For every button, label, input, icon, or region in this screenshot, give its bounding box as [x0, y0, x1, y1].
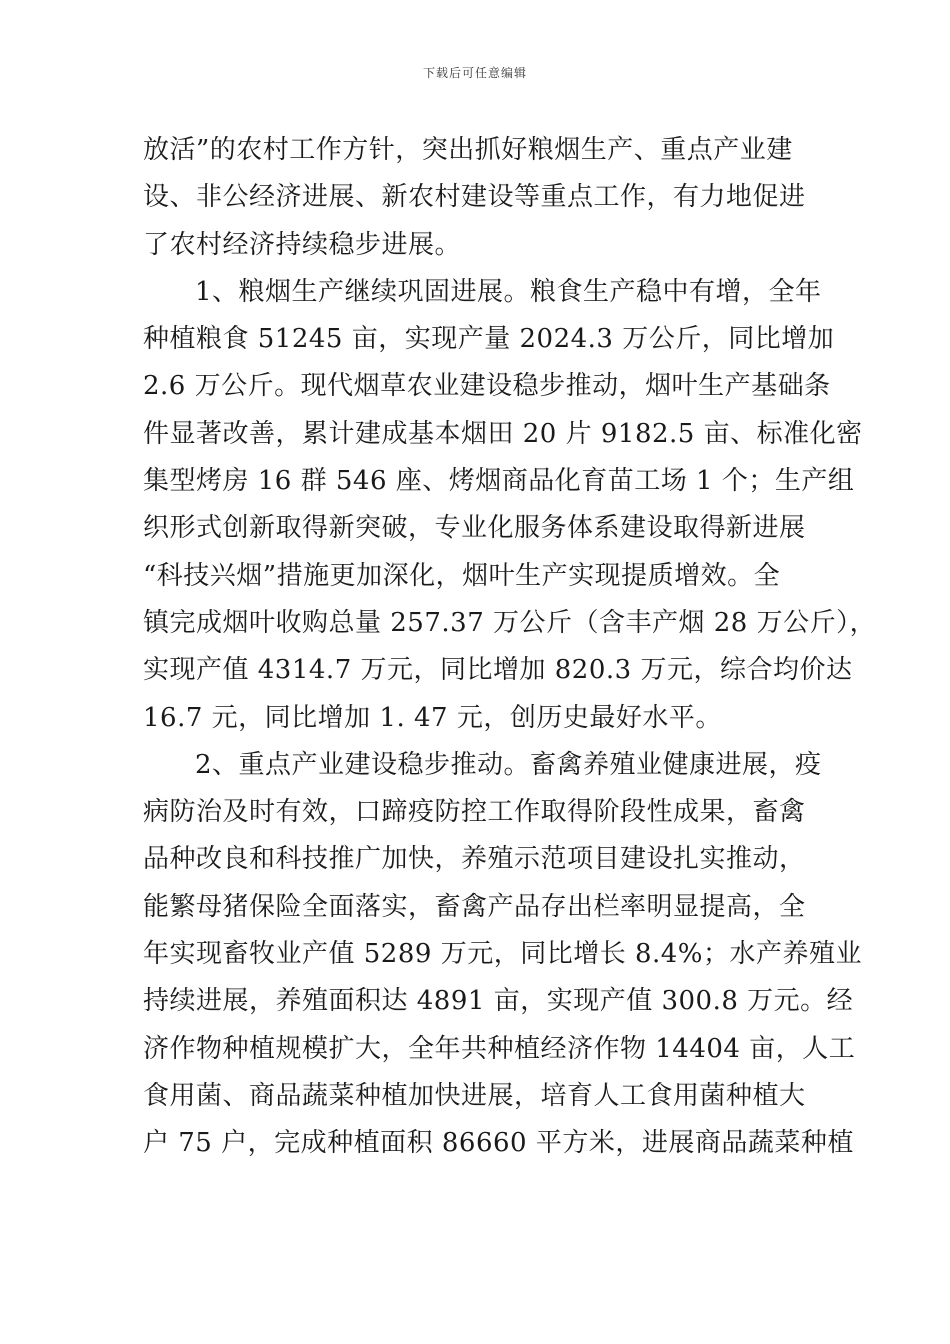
- text-line: 放活”的农村工作方针，突出抓好粮烟生产、重点产业建: [143, 135, 793, 165]
- text-line: 件显著改善，累计建成基本烟田 20 片 9182.5 亩、标准化密: [143, 418, 863, 449]
- text-line: “科技兴烟”措施更加深化，烟叶生产实现提质增效。全: [143, 560, 781, 591]
- text-line: 持续进展，养殖面积达 4891 亩，实现产值 300.8 万元。经: [143, 986, 854, 1017]
- text-line: 病防治及时有效，口蹄疫防控工作取得阶段性成果，畜禽: [143, 797, 806, 828]
- text-line: 集型烤房 16 群 546 座、烤烟商品化育苗工场 1 个；生产组: [143, 466, 855, 497]
- text-line: 品种改良和科技推广加快，养殖示范项目建设扎实推动，: [143, 844, 806, 875]
- text-line: 能繁母猪保险全面落实，畜禽产品存出栏率明显提高，全: [143, 891, 806, 922]
- text-line: 织形式创新取得新突破，专业化服务体系建设取得新进展: [143, 513, 806, 544]
- text-line: 年实现畜牧业产值 5289 万元，同比增长 8.4%；水产养殖业: [143, 939, 863, 970]
- text-line: 实现产值 4314.7 万元，同比增加 820.3 万元，综合均价达: [143, 655, 853, 686]
- text-line: 济作物种植规模扩大，全年共种植经济作物 14404 亩，人工: [143, 1033, 856, 1064]
- paragraph-first-line: 1、粮烟生产继续巩固进展。粮食生产稳中有增，全年: [195, 276, 822, 307]
- text-line: 食用菌、商品蔬菜种植加快进展，培育人工食用菌种植大: [143, 1080, 806, 1111]
- text-line: 种植粮食 51245 亩，实现产量 2024.3 万公斤，同比增加: [143, 324, 835, 355]
- paragraph-first-line: 2、重点产业建设稳步推动。畜禽养殖业健康进展，疫: [195, 749, 822, 780]
- text-line: 镇完成烟叶收购总量 257.37 万公斤（含丰产烟 28 万公斤），: [143, 607, 877, 638]
- text-line: 户 75 户，完成种植面积 86660 平方米，进展商品蔬菜种植: [143, 1128, 854, 1159]
- text-line: 设、非公经济进展、新农村建设等重点工作，有力地促进: [143, 182, 806, 213]
- text-line: 2.6 万公斤。现代烟草农业建设稳步推动，烟叶生产基础条: [143, 371, 831, 402]
- text-line: 16.7 元，同比增加 1. 47 元，创历史最好水平。: [143, 702, 722, 733]
- page-header-caption: 下载后可任意编辑: [422, 66, 527, 80]
- text-line: 了农村经济持续稳步进展。: [143, 229, 462, 260]
- document-body: [143, 127, 877, 1168]
